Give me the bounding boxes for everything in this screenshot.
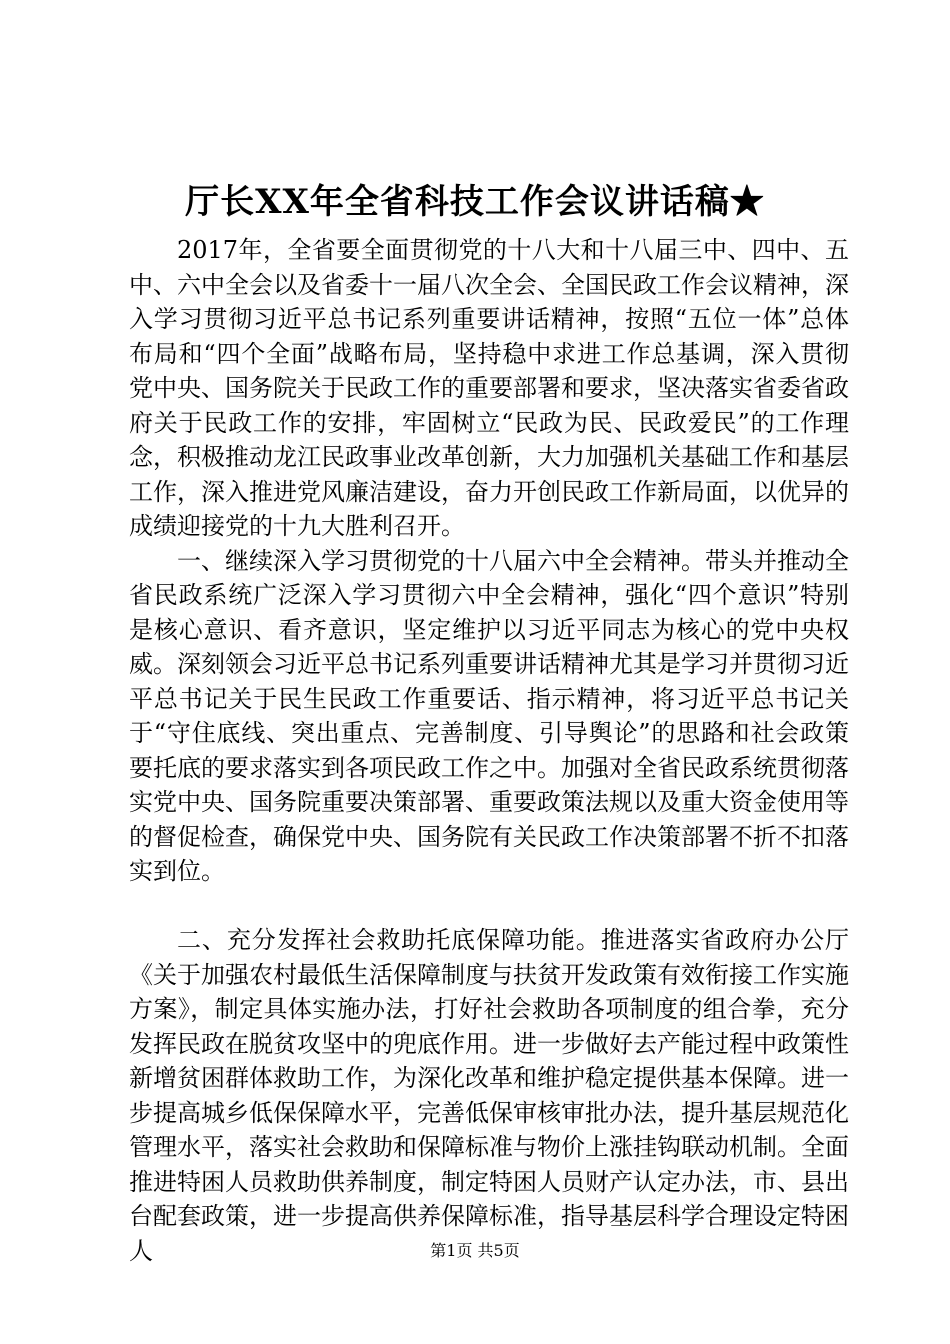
document-body: [129, 233, 849, 1268]
page-number-footer: 第1页 共5页: [430, 1241, 520, 1260]
document-title: 厅长XX年全省科技工作会议讲话稿★: [185, 182, 765, 222]
paragraph-section-1: 一、继续深入学习贯彻党的十八届六中全会精神。带头并推动全省民政系统广泛深入学习贯彻六中全会精神，强化“四个意识”特别是核心意识、看齐意识，坚定维护以习近平同志为核心的党中央权威。深刻领会习近平总书记系列重要讲话精神尤其是学习并贯彻习近平总书记关于民生民政工作重要话、指示精神，将习近平总书记关于“守住底线、突出重点、完善制度、引导舆论”的思路和社会政策要托底的要求落实到各项民政工作之中。加强对全省民政系统贯彻落实党中央、国务院重要决策部署、重要政策法规以及重大资金使用等的督促检查，确保党中央、国务院有关民政工作决策部署不折不扣落实到位。: [129, 546, 849, 885]
paragraph-section-2: 二、充分发挥社会救助托底保障功能。推进落实省政府办公厅《关于加强农村最低生活保障制度与扶贫开发政策有效衔接工作实施方案》，制定具体实施办法，打好社会救助各项制度的组合拳，充分发挥民政在脱贫攻坚中的兜底作用。进一步做好去产能过程中政策性新增贫困群体救助工作，为深化改革和维护稳定提供基本保障。进一步提高城乡低保保障水平，完善低保审核审批办法，提升基层规范化管理水平，落实社会救助和保障标准与物价上涨挂钩联动机制。全面推进特困人员救助供养制度，制定特困人员财产认定办法，市、县出台配套政策，进一步提高供养保障标准，指导基层科学合理设定特困人: [129, 926, 849, 1265]
paragraph-intro: 2017年，全省要全面贯彻党的十八大和十八届三中、四中、五中、六中全会以及省委十一届八次全会、全国民政工作会议精神，深入学习贯彻习近平总书记系列重要讲话精神，按照“五位一体”总体布局和“四个全面”战略布局，坚持稳中求进工作总基调，深入贯彻党中央、国务院关于民政工作的重要部署和要求，坚决落实省委省政府关于民政工作的安排，牢固树立“民政为民、民政爱民”的工作理念，积极推动龙江民政事业改革创新，大力加强机关基础工作和基层工作，深入推进党风廉洁建设，奋力开创民政工作新局面，以优异的成绩迎接党的十九大胜利召开。: [129, 236, 849, 540]
